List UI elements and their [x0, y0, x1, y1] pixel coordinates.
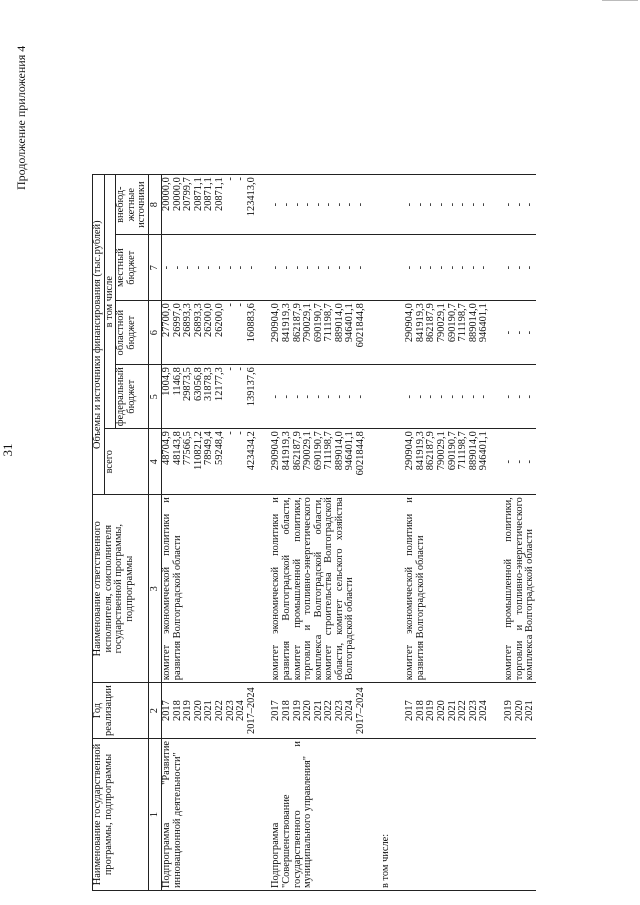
total-cell	[405, 429, 490, 495]
years-cell	[405, 683, 490, 739]
extra-value: -	[425, 202, 437, 207]
col-num: 2	[148, 683, 161, 739]
regional-value: 160883,6	[245, 303, 257, 343]
regional-value: 690190,7	[446, 303, 458, 343]
local-value: -	[344, 265, 356, 270]
federal-value: 1146,8	[171, 367, 183, 396]
regional-value: 790029,1	[302, 303, 314, 343]
federal-value: 31878,3	[203, 367, 215, 401]
federal-value: -	[280, 394, 292, 399]
federal-value: -	[344, 394, 356, 399]
total-value: 946401,1	[478, 431, 490, 471]
federal-value: 29873,5	[182, 367, 194, 401]
total-value: 6021844,8	[355, 431, 367, 476]
regional-value: 26893,3	[192, 303, 204, 337]
federal-value: -	[414, 394, 426, 399]
local-value: -	[291, 265, 303, 270]
total-value: 889014,0	[333, 431, 345, 471]
extra-cell	[161, 175, 257, 235]
years-value: 2018	[280, 700, 292, 721]
regional-value: -	[524, 330, 536, 335]
local-cell	[504, 235, 536, 301]
regional-value: 26200,0	[213, 303, 225, 337]
total-value: 889014,0	[467, 431, 479, 471]
responsible-cell: комитет экономической политики и развития Волгоградской области, комитет промышленной политики, торговли и топливно-энергетического комплекса Волгоградской области, комитет строительства Волгоградской области, комитет сельского хозяйства Волгоградской области	[271, 495, 366, 683]
col-num: 8	[148, 175, 161, 235]
federal-value: -	[312, 394, 324, 399]
federal-cell	[405, 365, 490, 429]
including-row	[381, 175, 392, 891]
col-num: 3	[148, 495, 161, 683]
years-value: 2017–2024	[355, 687, 367, 734]
local-value: -	[203, 265, 215, 270]
extra-cell	[405, 175, 490, 235]
federal-value: -	[224, 367, 236, 371]
federal-value: -	[446, 394, 458, 399]
federal-value: -	[513, 394, 525, 399]
table-row	[504, 175, 536, 891]
local-value: -	[302, 265, 314, 270]
extra-value: -	[446, 202, 458, 207]
program-name: Подпрограмма "Развитие инновационной деятельности"	[161, 739, 257, 891]
regional-value: -	[503, 330, 514, 335]
header-year: Год реализации	[93, 683, 149, 739]
total-value: 423434,2	[245, 431, 257, 471]
regional-value: 946401,1	[344, 303, 356, 343]
years-value: 2021	[446, 700, 458, 721]
regional-value: 711198,7	[457, 303, 469, 342]
total-value: -	[524, 459, 536, 464]
local-value: -	[513, 265, 525, 270]
program-name: Подпрограмма "Совершенствование государственного и муниципального управления"	[271, 739, 366, 891]
years-value: 2018	[171, 700, 183, 721]
appendix-continuation-header: Продолжение приложения 4	[14, 45, 28, 190]
federal-value: 12177,3	[213, 367, 225, 401]
extra-value: 20799,7	[182, 177, 194, 211]
federal-value: -	[404, 394, 416, 399]
federal-value: 1004,9	[160, 367, 172, 396]
total-value: 110821,2	[192, 431, 204, 470]
federal-value: -	[524, 394, 536, 399]
total-value: -	[513, 459, 525, 464]
extra-value: -	[302, 202, 314, 207]
federal-value: 139137,6	[245, 367, 257, 407]
federal-value: -	[302, 394, 314, 399]
extra-value: -	[312, 202, 324, 207]
local-value: -	[414, 265, 426, 270]
federal-cell	[271, 365, 366, 429]
years-value: 2022	[457, 700, 469, 721]
local-value: -	[524, 265, 536, 270]
extra-value: -	[270, 202, 282, 207]
years-value: 2018	[414, 700, 426, 721]
header-extra-budget: внебюд-жетные источники	[116, 175, 149, 235]
federal-value: -	[425, 394, 437, 399]
local-value: -	[192, 265, 204, 270]
total-value: 690190,7	[312, 431, 324, 471]
years-value: 2017	[160, 700, 172, 721]
extra-value: -	[291, 202, 303, 207]
local-value: -	[478, 265, 490, 270]
extra-value: -	[224, 177, 236, 181]
federal-value: -	[235, 367, 247, 371]
total-value: -	[224, 431, 236, 435]
funding-table	[92, 174, 536, 891]
regional-value: 27700,0	[160, 303, 172, 337]
table-row	[271, 175, 366, 891]
years-value: 2020	[302, 700, 314, 721]
years-value: 2024	[235, 700, 247, 721]
federal-value: -	[291, 394, 303, 399]
regional-value: 790029,1	[436, 303, 448, 343]
local-value: -	[270, 265, 282, 270]
responsible-cell: комитет промышленной политики, торговли и топливно-энергетического комплекса Волгоградской области	[504, 495, 536, 683]
total-cell	[504, 429, 536, 495]
regional-value: 690190,7	[312, 303, 324, 343]
header-regional: областной бюджет	[116, 301, 149, 365]
local-value: -	[503, 265, 514, 270]
local-value: -	[323, 265, 335, 270]
local-value: -	[171, 265, 183, 270]
extra-value: -	[344, 202, 356, 207]
regional-cell	[405, 301, 490, 365]
extra-value: 20871,1	[213, 177, 225, 211]
responsible-cell: комитет экономической политики и развития Волгоградской области	[161, 495, 257, 683]
local-value: -	[245, 265, 257, 270]
local-value: -	[160, 265, 172, 270]
total-value: 59248,4	[213, 431, 225, 465]
header-federal: федеральный бюджет	[116, 365, 149, 429]
local-cell	[271, 235, 366, 301]
regional-cell	[504, 301, 536, 365]
local-value: -	[235, 265, 247, 270]
responsible-cell: комитет экономической политики и развития Волгоградской области	[405, 495, 490, 683]
years-value: 2023	[333, 700, 345, 721]
extra-cell	[504, 175, 536, 235]
federal-value: -	[323, 394, 335, 399]
total-value: 290904,0	[270, 431, 282, 471]
total-cell	[271, 429, 366, 495]
regional-value: 290904,0	[270, 303, 282, 343]
extra-value: -	[478, 202, 490, 207]
federal-value: -	[355, 394, 367, 399]
years-value: 2023	[467, 700, 479, 721]
total-cell	[161, 429, 257, 495]
table-row	[405, 175, 490, 891]
years-cell	[271, 683, 366, 739]
regional-value: 711198,7	[323, 303, 335, 342]
local-value: -	[425, 265, 437, 270]
years-value: 2021	[524, 700, 536, 721]
regional-value: -	[235, 303, 247, 307]
local-value: -	[333, 265, 345, 270]
local-value: -	[457, 265, 469, 270]
local-cell	[161, 235, 257, 301]
regional-cell	[161, 301, 257, 365]
federal-value: -	[467, 394, 479, 399]
years-cell	[161, 683, 257, 739]
extra-value: -	[280, 202, 292, 207]
regional-value: 6021844,8	[355, 303, 367, 348]
years-value: 2021	[312, 700, 324, 721]
extra-value: 20871,1	[203, 177, 215, 211]
spacer-row	[257, 175, 271, 891]
total-value: 790029,1	[436, 431, 448, 471]
total-value: 862187,9	[425, 431, 437, 471]
local-value: -	[213, 265, 225, 270]
extra-value: -	[404, 202, 416, 207]
years-value: 2020	[513, 700, 525, 721]
header-total: всего	[104, 429, 148, 495]
total-value: 841919,3	[414, 431, 426, 471]
total-value: 711198,7	[457, 431, 469, 470]
col-num: 5	[148, 365, 161, 429]
header-responsible: Наименование ответственного исполнителя, соисполнителя государственной программы, подпрограммы	[93, 495, 149, 683]
years-value: 2023	[224, 700, 236, 721]
years-value: 2019	[503, 700, 514, 721]
header-including: в том числе	[104, 175, 116, 429]
federal-value: 63056,8	[192, 367, 204, 401]
federal-cell	[161, 365, 257, 429]
years-value: 2017	[404, 700, 416, 721]
local-value: -	[224, 265, 236, 270]
extra-value: 123413,0	[245, 177, 257, 217]
extra-value: 20000,0	[171, 177, 183, 211]
federal-value: -	[503, 394, 514, 399]
col-num: 7	[148, 235, 161, 301]
col-num: 6	[148, 301, 161, 365]
years-value: 2019	[182, 700, 194, 721]
extra-value: -	[235, 177, 247, 181]
regional-value: 841919,3	[414, 303, 426, 343]
federal-value: -	[333, 394, 345, 399]
local-value: -	[182, 265, 194, 270]
extra-cell	[271, 175, 366, 235]
extra-value: -	[323, 202, 335, 207]
regional-value: -	[513, 330, 525, 335]
regional-cell	[271, 301, 366, 365]
federal-value: -	[270, 394, 282, 399]
column-number-row	[148, 175, 161, 891]
col-num: 4	[148, 429, 161, 495]
regional-value: 862187,9	[425, 303, 437, 343]
total-value: 711198,7	[323, 431, 335, 470]
regional-value: 862187,9	[291, 303, 303, 343]
total-value: 77566,5	[182, 431, 194, 465]
total-value: 790029,1	[302, 431, 314, 471]
extra-value: -	[355, 202, 367, 207]
federal-cell	[504, 365, 536, 429]
local-value: -	[404, 265, 416, 270]
years-value: 2024	[344, 700, 356, 721]
spacer-row	[490, 175, 504, 891]
table-header	[93, 175, 162, 891]
header-funding-group: Объемы и источники финансирования (тыс.рублей)	[93, 175, 105, 495]
col-num: 1	[148, 739, 161, 891]
federal-value: -	[478, 394, 490, 399]
regional-value: -	[224, 303, 236, 307]
table-row	[161, 175, 257, 891]
local-value: -	[446, 265, 458, 270]
regional-value: 841919,3	[280, 303, 292, 343]
regional-value: 26997,0	[171, 303, 183, 337]
extra-value: 20871,1	[192, 177, 204, 211]
extra-value: -	[503, 202, 514, 207]
extra-value: -	[414, 202, 426, 207]
extra-value: -	[457, 202, 469, 207]
total-value: 78949,4	[203, 431, 215, 465]
local-cell	[405, 235, 490, 301]
total-value: 946401,1	[344, 431, 356, 471]
spacer-row	[367, 175, 381, 891]
years-cell	[504, 683, 536, 739]
regional-value: 26200,0	[203, 303, 215, 337]
total-value: 290904,0	[404, 431, 416, 471]
local-value: -	[312, 265, 324, 270]
extra-value: 20000,0	[160, 177, 172, 211]
local-value: -	[467, 265, 479, 270]
total-value: 48143,8	[171, 431, 183, 465]
years-value: 2024	[478, 700, 490, 721]
total-value: 690190,7	[446, 431, 458, 471]
federal-value: -	[457, 394, 469, 399]
spacer-row	[391, 175, 405, 891]
years-value: 2019	[291, 700, 303, 721]
years-value: 2022	[323, 700, 335, 721]
total-value: -	[503, 459, 514, 464]
local-value: -	[280, 265, 292, 270]
including-label: в том числе:	[381, 739, 392, 891]
extra-value: -	[513, 202, 525, 207]
regional-value: 26893,3	[182, 303, 194, 337]
years-value: 2020	[192, 700, 204, 721]
extra-value: -	[467, 202, 479, 207]
total-value: 841919,3	[280, 431, 292, 471]
extra-value: -	[436, 202, 448, 207]
total-value: 48704,9	[160, 431, 172, 465]
header-local: местный бюджет	[116, 235, 149, 301]
years-value: 2019	[425, 700, 437, 721]
regional-value: 290904,0	[404, 303, 416, 343]
local-value: -	[355, 265, 367, 270]
regional-value: 946401,1	[478, 303, 490, 343]
years-value: 2017	[270, 700, 282, 721]
page-number: 31	[0, 443, 15, 457]
total-value: 862187,9	[291, 431, 303, 471]
total-value: -	[235, 431, 247, 435]
header-program-name: Наименование государственной программы, подпрограммы	[93, 739, 149, 891]
years-value: 2022	[213, 700, 225, 721]
regional-value: 889014,0	[333, 303, 345, 343]
federal-value: -	[436, 394, 448, 399]
years-value: 2020	[436, 700, 448, 721]
local-value: -	[436, 265, 448, 270]
years-value: 2021	[203, 700, 215, 721]
extra-value: -	[333, 202, 345, 207]
regional-value: 889014,0	[467, 303, 479, 343]
extra-value: -	[524, 202, 536, 207]
years-value: 2017–2024	[245, 687, 257, 734]
